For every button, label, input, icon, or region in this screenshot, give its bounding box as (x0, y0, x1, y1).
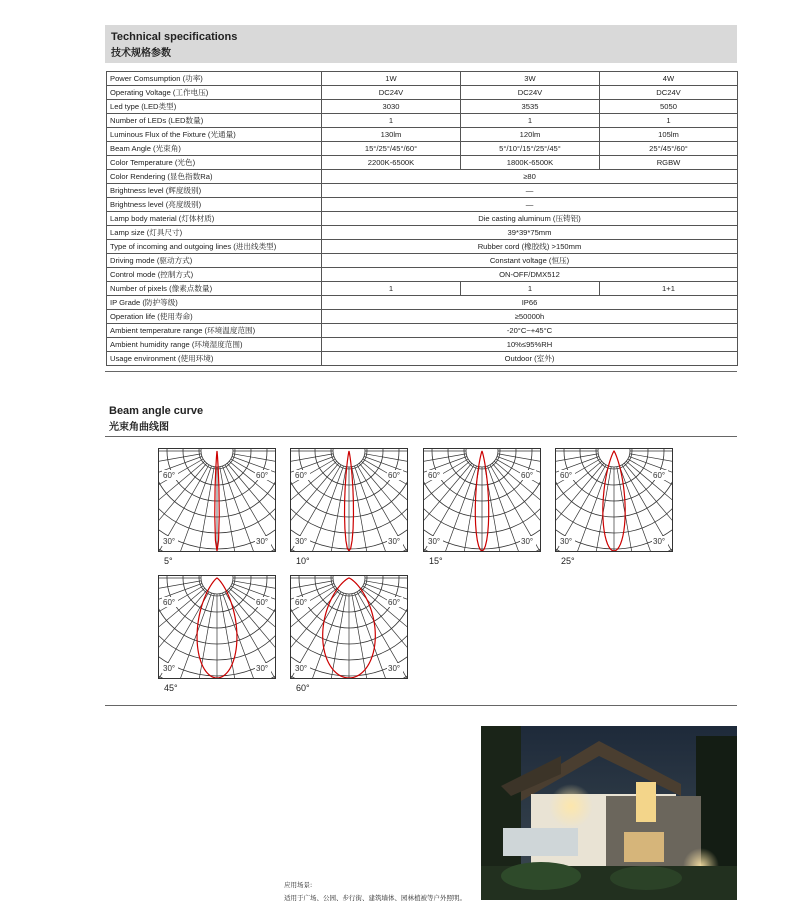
spec-row (107, 310, 738, 324)
spec-value: DC24V (461, 86, 600, 100)
spec-row (107, 114, 738, 128)
divider (105, 705, 737, 706)
spec-value: 5050 (600, 100, 738, 114)
spec-value: 1 (461, 114, 600, 128)
spec-row (107, 226, 738, 240)
spec-label: Number of LEDs (LED数量) (107, 114, 322, 128)
beam-curve-10 (290, 448, 408, 566)
spec-row (107, 184, 738, 198)
spec-label: Lamp body material (灯体材质) (107, 212, 322, 226)
angle-tick-label: 30° (388, 537, 401, 546)
angle-tick-label: 30° (653, 537, 666, 546)
spec-value: 1+1 (600, 282, 738, 296)
spec-row (107, 72, 738, 86)
beam-curve-60 (290, 575, 408, 693)
spec-value: DC24V (322, 86, 461, 100)
angle-tick-label: 30° (295, 537, 308, 546)
angle-tick-label: 30° (388, 664, 401, 673)
spec-label: Ambient temperature range (环境温度范围) (107, 324, 322, 338)
spec-label: Beam Angle (光束角) (107, 142, 322, 156)
spec-row (107, 240, 738, 254)
spec-value: 10%≤95%RH (322, 338, 738, 352)
spec-value: 5°/10°/15°/25°/45° (461, 142, 600, 156)
spec-label: Led type (LED类型) (107, 100, 322, 114)
beam-curve-label: 45° (164, 683, 178, 693)
spec-label: Operation life (使用寿命) (107, 310, 322, 324)
angle-tick-label: 60° (428, 471, 441, 480)
spec-row (107, 254, 738, 268)
spec-label: Power Comsumption (功率) (107, 72, 322, 86)
spec-value: 1 (322, 114, 461, 128)
angle-tick-label: 60° (295, 471, 308, 480)
spec-value: 1 (322, 282, 461, 296)
spec-value: 1 (600, 114, 738, 128)
beam-title-cn: 光束角曲线图 (109, 422, 169, 433)
spec-value: ON-OFF/DMX512 (322, 268, 738, 282)
spec-value: 105lm (600, 128, 738, 142)
angle-tick-label: 60° (388, 471, 401, 480)
spec-value: 4W (600, 72, 738, 86)
beam-curve-label: 15° (429, 556, 443, 566)
spec-row (107, 212, 738, 226)
beam-curve-25 (555, 448, 673, 566)
spec-row (107, 198, 738, 212)
spec-value: Constant voltage (恒压) (322, 254, 738, 268)
spec-value: RGBW (600, 156, 738, 170)
polar-diagram (423, 448, 541, 552)
beam-title-en: Beam angle curve (109, 405, 204, 417)
polar-diagram (158, 448, 276, 552)
beam-curve-label: 25° (561, 556, 575, 566)
beam-curve-label: 5° (164, 556, 173, 566)
spec-value: 39*39*75mm (322, 226, 738, 240)
spec-row (107, 296, 738, 310)
spec-label: Ambient humidity range (环境湿度范围) (107, 338, 322, 352)
spec-value: Die casting aluminum (压铸铝) (322, 212, 738, 226)
spec-label: Brightness level (亮度级别) (107, 198, 322, 212)
spec-value: DC24V (600, 86, 738, 100)
spec-value: 1 (461, 282, 600, 296)
spec-value: — (322, 184, 738, 198)
angle-tick-label: 60° (256, 471, 269, 480)
polar-diagram (555, 448, 673, 552)
beam-curve-15 (423, 448, 541, 566)
angle-tick-label: 30° (256, 664, 269, 673)
spec-title-cn: 技术规格参数 (111, 48, 171, 59)
angle-tick-label: 60° (163, 598, 176, 607)
spec-row (107, 352, 738, 366)
spec-label: Driving mode (驱动方式) (107, 254, 322, 268)
spec-row (107, 338, 738, 352)
application-note (284, 879, 466, 905)
beam-curve-5 (158, 448, 276, 566)
divider (105, 371, 737, 372)
application-text: 适用于广场、公园、步行街、建筑墙体、园林植被等户外照明。 (284, 894, 466, 902)
spec-value: 120lm (461, 128, 600, 142)
spec-value: 3535 (461, 100, 600, 114)
spec-value: Rubber cord (橡胶线) >150mm (322, 240, 738, 254)
spec-value: Outdoor (室外) (322, 352, 738, 366)
spec-value: — (322, 198, 738, 212)
spec-row (107, 282, 738, 296)
spec-label: Color Temperature (光色) (107, 156, 322, 170)
application-photo (481, 726, 737, 900)
angle-tick-label: 30° (295, 664, 308, 673)
spec-label: Operating Voltage (工作电压) (107, 86, 322, 100)
spec-row (107, 128, 738, 142)
spec-value: ≥50000h (322, 310, 738, 324)
spec-value: 15°/25°/45°/60° (322, 142, 461, 156)
spec-value: 1W (322, 72, 461, 86)
angle-tick-label: 60° (653, 471, 666, 480)
spec-label: Control mode (控制方式) (107, 268, 322, 282)
spec-row (107, 268, 738, 282)
polar-diagram (290, 448, 408, 552)
spec-value: 3030 (322, 100, 461, 114)
spec-label: Lamp size (灯具尺寸) (107, 226, 322, 240)
spec-value: 2200K-6500K (322, 156, 461, 170)
beam-curve-label: 10° (296, 556, 310, 566)
angle-tick-label: 60° (163, 471, 176, 480)
spec-label: Number of pixels (像素点数量) (107, 282, 322, 296)
spec-table (106, 71, 738, 366)
spec-value: -20°C~+45°C (322, 324, 738, 338)
spec-label: Luminous Flux of the Fixture (光通量) (107, 128, 322, 142)
spec-label: IP Grade (防护等级) (107, 296, 322, 310)
spec-row (107, 86, 738, 100)
angle-tick-label: 30° (163, 537, 176, 546)
spec-value: ≥80 (322, 170, 738, 184)
spec-header (105, 25, 737, 63)
angle-tick-label: 60° (256, 598, 269, 607)
spec-row (107, 100, 738, 114)
beam-curve-45 (158, 575, 276, 693)
spec-row (107, 142, 738, 156)
angle-tick-label: 60° (521, 471, 534, 480)
polar-diagram (158, 575, 276, 679)
angle-tick-label: 60° (295, 598, 308, 607)
spec-title-en: Technical specifications (111, 31, 238, 43)
beam-curve-label: 60° (296, 683, 310, 693)
angle-tick-label: 30° (256, 537, 269, 546)
spec-label: Brightness level (辉度级别) (107, 184, 322, 198)
spec-value: IP66 (322, 296, 738, 310)
angle-tick-label: 30° (163, 664, 176, 673)
angle-tick-label: 30° (521, 537, 534, 546)
spec-value: 130lm (322, 128, 461, 142)
spec-value: 1800K-6500K (461, 156, 600, 170)
angle-tick-label: 60° (388, 598, 401, 607)
spec-value: 3W (461, 72, 600, 86)
polar-diagram (290, 575, 408, 679)
application-title: 应用场景: (284, 881, 313, 889)
beam-section-title (109, 405, 203, 433)
divider (105, 436, 737, 437)
spec-row (107, 170, 738, 184)
angle-tick-label: 60° (560, 471, 573, 480)
angle-tick-label: 30° (428, 537, 441, 546)
spec-label: Type of incoming and outgoing lines (进出线类型) (107, 240, 322, 254)
spec-row (107, 156, 738, 170)
angle-tick-label: 30° (560, 537, 573, 546)
spec-row (107, 324, 738, 338)
spec-label: Color Rendering (显色指数Ra) (107, 170, 322, 184)
spec-value: 25°/45°/60° (600, 142, 738, 156)
spec-label: Usage environment (使用环境) (107, 352, 322, 366)
